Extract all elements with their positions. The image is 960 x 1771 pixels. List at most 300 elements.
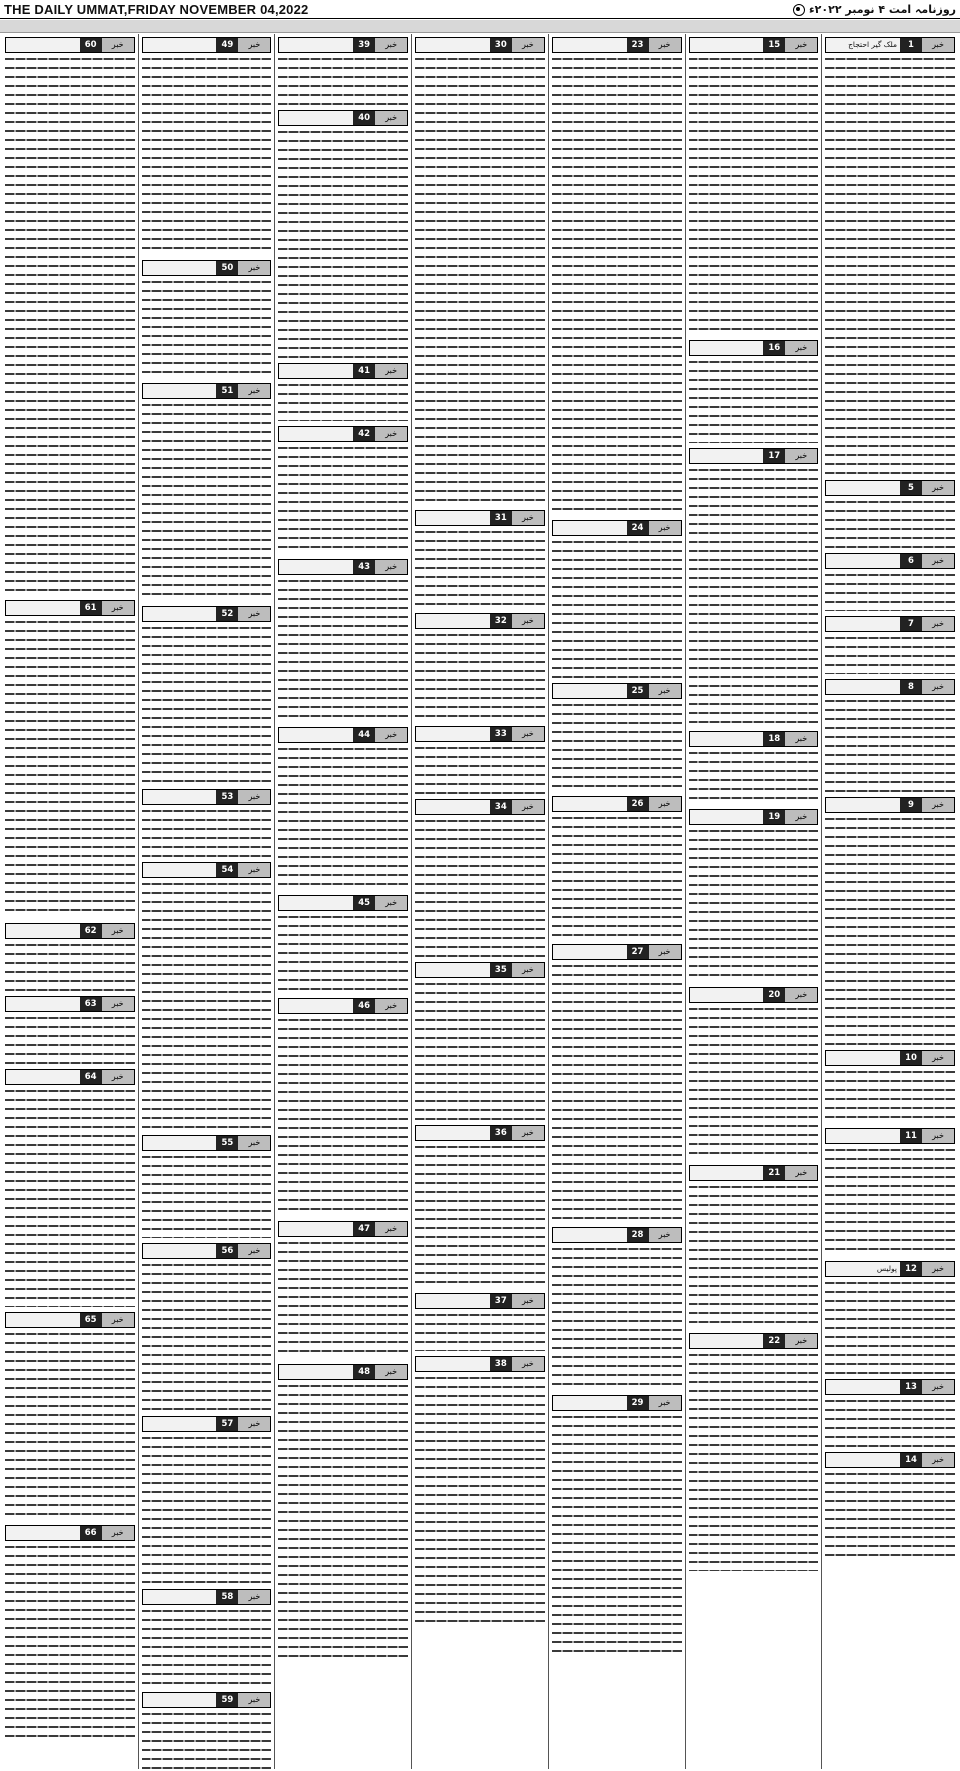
news-item-title bbox=[416, 727, 490, 741]
news-item-number: 63 bbox=[80, 997, 102, 1011]
news-item-title bbox=[279, 1222, 353, 1236]
news-item-title bbox=[826, 617, 900, 631]
news-item-header bbox=[415, 1293, 545, 1309]
news-item-header bbox=[142, 1243, 272, 1259]
news-item-label: خبر bbox=[102, 924, 134, 938]
news-item-label: خبر bbox=[512, 511, 544, 525]
news-item-title bbox=[143, 1136, 217, 1150]
news-item-label: خبر bbox=[238, 790, 270, 804]
news-item-body bbox=[278, 1239, 408, 1359]
news-item-header bbox=[825, 1379, 955, 1395]
news-item-number: 21 bbox=[763, 1166, 785, 1180]
news-item-number: 6 bbox=[900, 554, 922, 568]
news-item-header bbox=[689, 340, 819, 356]
news-item-title bbox=[416, 614, 490, 628]
news-column bbox=[821, 34, 958, 1769]
news-item-title bbox=[143, 863, 217, 877]
news-item-header bbox=[552, 520, 682, 536]
news-item-label: خبر bbox=[512, 727, 544, 741]
news-item-number: 36 bbox=[490, 1126, 512, 1140]
news-item-body bbox=[142, 401, 272, 601]
news-item-header bbox=[415, 37, 545, 53]
news-item-header bbox=[278, 1364, 408, 1380]
news-item-number: 12 bbox=[900, 1262, 922, 1276]
news-item-header bbox=[552, 1395, 682, 1411]
news-item-number: 1 bbox=[900, 38, 922, 52]
masthead-urdu-title bbox=[789, 3, 960, 16]
news-item-number: 34 bbox=[490, 800, 512, 814]
news-item-number: 47 bbox=[353, 1222, 375, 1236]
news-item-title bbox=[416, 511, 490, 525]
news-item-body bbox=[552, 1413, 682, 1653]
news-item-label: خبر bbox=[375, 364, 407, 378]
news-item-label: خبر bbox=[375, 111, 407, 125]
news-item-header bbox=[278, 37, 408, 53]
news-item-body bbox=[278, 381, 408, 421]
news-item-body bbox=[415, 817, 545, 957]
news-item-body bbox=[552, 962, 682, 1222]
news-item-title bbox=[6, 997, 80, 1011]
news-item-number: 65 bbox=[80, 1313, 102, 1327]
news-item-label: خبر bbox=[649, 945, 681, 959]
news-item-header bbox=[415, 799, 545, 815]
news-item-number: 28 bbox=[627, 1228, 649, 1242]
news-item-header bbox=[415, 613, 545, 629]
news-item-title bbox=[690, 449, 764, 463]
news-item-label: خبر bbox=[922, 1129, 954, 1143]
news-item-header bbox=[689, 731, 819, 747]
news-item-number: 56 bbox=[216, 1244, 238, 1258]
news-item-body bbox=[278, 444, 408, 554]
news-item-number: 50 bbox=[216, 261, 238, 275]
news-item-number: 61 bbox=[80, 601, 102, 615]
news-item-title bbox=[553, 945, 627, 959]
news-item-label: خبر bbox=[512, 614, 544, 628]
newspaper-logo-icon bbox=[793, 4, 805, 16]
news-item-number: 37 bbox=[490, 1294, 512, 1308]
news-item-title bbox=[143, 790, 217, 804]
news-item-body bbox=[278, 913, 408, 993]
news-item-number: 40 bbox=[353, 111, 375, 125]
news-item-title bbox=[690, 988, 764, 1002]
news-item-header bbox=[689, 987, 819, 1003]
news-item-label: خبر bbox=[375, 560, 407, 574]
news-item-number: 9 bbox=[900, 798, 922, 812]
news-column bbox=[274, 34, 411, 1769]
news-item-body bbox=[552, 701, 682, 791]
news-item-body bbox=[142, 880, 272, 1130]
news-item-body bbox=[278, 577, 408, 722]
news-item-header bbox=[415, 1125, 545, 1141]
news-item-header bbox=[278, 1221, 408, 1237]
news-item-body bbox=[142, 1710, 272, 1769]
news-item-number: 54 bbox=[216, 863, 238, 877]
news-item-header bbox=[689, 809, 819, 825]
news-item-title bbox=[416, 1357, 490, 1371]
news-item-number: 64 bbox=[80, 1070, 102, 1084]
news-item-label: خبر bbox=[512, 38, 544, 52]
news-item-header bbox=[825, 37, 955, 53]
news-item-header bbox=[552, 944, 682, 960]
news-item-header bbox=[825, 797, 955, 813]
news-item-label: خبر bbox=[649, 38, 681, 52]
news-item-header bbox=[415, 1356, 545, 1372]
news-item-header bbox=[142, 1692, 272, 1708]
news-item-label: خبر bbox=[922, 1262, 954, 1276]
news-item-number: 38 bbox=[490, 1357, 512, 1371]
news-item-label: خبر bbox=[922, 1380, 954, 1394]
masthead-urdu-text: روزنامہ امت ۴ نومبر ۲۰۲۲ء bbox=[809, 2, 956, 16]
news-item-number: 59 bbox=[216, 1693, 238, 1707]
news-item-number: 31 bbox=[490, 511, 512, 525]
news-item-label: خبر bbox=[785, 810, 817, 824]
news-item-header bbox=[5, 37, 135, 53]
news-item-title bbox=[6, 1070, 80, 1084]
news-item-number: 43 bbox=[353, 560, 375, 574]
news-item-body bbox=[278, 128, 408, 358]
news-item-title bbox=[143, 1244, 217, 1258]
news-item-label: خبر bbox=[375, 999, 407, 1013]
news-item-header bbox=[552, 796, 682, 812]
news-item-header bbox=[825, 1261, 955, 1277]
news-item-title bbox=[6, 38, 80, 52]
news-item-label: خبر bbox=[102, 1313, 134, 1327]
news-item-label: خبر bbox=[512, 1357, 544, 1371]
news-item-header bbox=[278, 559, 408, 575]
news-item-title bbox=[553, 521, 627, 535]
news-item-title bbox=[279, 728, 353, 742]
news-item-title bbox=[826, 1051, 900, 1065]
news-item-number: 5 bbox=[900, 481, 922, 495]
news-item-header bbox=[825, 553, 955, 569]
news-item-number: 41 bbox=[353, 364, 375, 378]
news-item-number: 13 bbox=[900, 1380, 922, 1394]
news-item-body bbox=[415, 1143, 545, 1288]
news-item-header bbox=[5, 1525, 135, 1541]
news-item-label: خبر bbox=[785, 1334, 817, 1348]
news-item-number: 10 bbox=[900, 1051, 922, 1065]
news-item-body bbox=[689, 358, 819, 443]
news-item-label: خبر bbox=[102, 997, 134, 1011]
news-item-body bbox=[5, 55, 135, 595]
news-item-label: خبر bbox=[512, 800, 544, 814]
news-item-label: خبر bbox=[649, 1396, 681, 1410]
news-item-header bbox=[689, 1165, 819, 1181]
news-item-header bbox=[5, 1312, 135, 1328]
news-item-number: 27 bbox=[627, 945, 649, 959]
news-item-number: 25 bbox=[627, 684, 649, 698]
news-item-body bbox=[415, 528, 545, 608]
news-item-body bbox=[415, 744, 545, 794]
news-item-title bbox=[416, 38, 490, 52]
news-item-header bbox=[415, 962, 545, 978]
news-item-body bbox=[142, 55, 272, 255]
news-item-label: خبر bbox=[102, 38, 134, 52]
news-item-title bbox=[826, 1453, 900, 1467]
news-item-header bbox=[552, 1227, 682, 1243]
news-item-title bbox=[826, 554, 900, 568]
news-item-body bbox=[825, 1279, 955, 1374]
news-item-label: خبر bbox=[922, 554, 954, 568]
news-item-header bbox=[825, 1128, 955, 1144]
news-item-body bbox=[415, 55, 545, 505]
news-item-label: خبر bbox=[922, 38, 954, 52]
news-item-header bbox=[278, 727, 408, 743]
news-item-header bbox=[689, 448, 819, 464]
news-item-body bbox=[5, 941, 135, 991]
news-item-number: 7 bbox=[900, 617, 922, 631]
news-item-title bbox=[279, 896, 353, 910]
news-item-number: 66 bbox=[80, 1526, 102, 1540]
news-item-body bbox=[278, 745, 408, 890]
news-item-number: 26 bbox=[627, 797, 649, 811]
news-item-title bbox=[279, 1365, 353, 1379]
news-item-label: خبر bbox=[649, 797, 681, 811]
news-item-header bbox=[552, 683, 682, 699]
news-item-number: 29 bbox=[627, 1396, 649, 1410]
news-item-label: خبر bbox=[375, 896, 407, 910]
news-item-header bbox=[825, 616, 955, 632]
news-item-label: خبر bbox=[785, 38, 817, 52]
news-item-body bbox=[689, 55, 819, 335]
news-item-header bbox=[142, 260, 272, 276]
news-item-title bbox=[553, 684, 627, 698]
news-item-header bbox=[5, 1069, 135, 1085]
news-item-label: خبر bbox=[102, 1070, 134, 1084]
news-item-number: 49 bbox=[216, 38, 238, 52]
news-item-label: خبر bbox=[785, 341, 817, 355]
news-item-title bbox=[6, 1313, 80, 1327]
news-item-label: خبر bbox=[922, 798, 954, 812]
news-item-title bbox=[553, 797, 627, 811]
news-item-title bbox=[553, 38, 627, 52]
news-item-number: 24 bbox=[627, 521, 649, 535]
news-item-header bbox=[825, 480, 955, 496]
news-item-title bbox=[143, 38, 217, 52]
news-item-header bbox=[142, 1589, 272, 1605]
news-item-body bbox=[552, 814, 682, 939]
news-item-body bbox=[825, 1470, 955, 1560]
news-item-title bbox=[826, 481, 900, 495]
news-item-number: 19 bbox=[763, 810, 785, 824]
news-item-label: خبر bbox=[512, 963, 544, 977]
news-item-number: 57 bbox=[216, 1417, 238, 1431]
news-item-label: خبر bbox=[785, 1166, 817, 1180]
news-item-label: خبر bbox=[375, 38, 407, 52]
news-item-label: خبر bbox=[238, 1136, 270, 1150]
news-item-number: 11 bbox=[900, 1129, 922, 1143]
news-item-header bbox=[415, 510, 545, 526]
news-column bbox=[2, 34, 138, 1769]
news-item-body bbox=[552, 55, 682, 515]
news-item-number: 18 bbox=[763, 732, 785, 746]
news-item-number: 35 bbox=[490, 963, 512, 977]
news-item-title bbox=[143, 1590, 217, 1604]
news-item-label: خبر bbox=[922, 481, 954, 495]
news-item-number: 15 bbox=[763, 38, 785, 52]
news-item-body bbox=[825, 1146, 955, 1256]
news-item-label: خبر bbox=[238, 384, 270, 398]
news-item-number: 46 bbox=[353, 999, 375, 1013]
news-item-header bbox=[142, 37, 272, 53]
news-item-number: 16 bbox=[763, 341, 785, 355]
news-item-body bbox=[689, 1005, 819, 1160]
news-item-title bbox=[826, 680, 900, 694]
news-item-body bbox=[415, 631, 545, 721]
news-item-header bbox=[278, 998, 408, 1014]
news-column bbox=[685, 34, 822, 1769]
news-item-title bbox=[279, 560, 353, 574]
news-item-title bbox=[690, 732, 764, 746]
news-item-body bbox=[689, 749, 819, 804]
news-item-body bbox=[689, 1183, 819, 1328]
news-item-number: 44 bbox=[353, 728, 375, 742]
news-item-body bbox=[415, 1311, 545, 1351]
news-item-body bbox=[142, 1261, 272, 1411]
news-item-title bbox=[143, 1417, 217, 1431]
news-item-number: 53 bbox=[216, 790, 238, 804]
news-item-number: 52 bbox=[216, 607, 238, 621]
news-item-number: 60 bbox=[80, 38, 102, 52]
news-item-body bbox=[825, 498, 955, 548]
news-item-title: پولیس bbox=[826, 1262, 900, 1276]
news-item-header bbox=[689, 1333, 819, 1349]
news-item-title bbox=[279, 999, 353, 1013]
news-item-label: خبر bbox=[785, 449, 817, 463]
news-item-label: خبر bbox=[375, 1222, 407, 1236]
news-item-number: 58 bbox=[216, 1590, 238, 1604]
news-item-title bbox=[143, 607, 217, 621]
news-item-body bbox=[5, 1543, 135, 1743]
news-item-title bbox=[826, 798, 900, 812]
news-item-title bbox=[143, 261, 217, 275]
news-item-label: خبر bbox=[785, 988, 817, 1002]
news-item-body bbox=[689, 827, 819, 982]
news-item-header bbox=[825, 1452, 955, 1468]
news-item-body bbox=[5, 618, 135, 918]
news-item-body bbox=[415, 1374, 545, 1624]
news-item-body bbox=[825, 1068, 955, 1123]
news-column bbox=[548, 34, 685, 1769]
news-item-title bbox=[690, 1334, 764, 1348]
news-item-label: خبر bbox=[238, 1417, 270, 1431]
news-item-number: 14 bbox=[900, 1453, 922, 1467]
news-item-title bbox=[279, 111, 353, 125]
news-item-label: خبر bbox=[922, 680, 954, 694]
news-item-label: خبر bbox=[238, 38, 270, 52]
news-item-header bbox=[5, 600, 135, 616]
news-item-body bbox=[142, 807, 272, 857]
news-item-body bbox=[825, 634, 955, 674]
news-item-body bbox=[552, 1245, 682, 1390]
news-item-body bbox=[142, 278, 272, 378]
news-item-number: 33 bbox=[490, 727, 512, 741]
news-item-label: خبر bbox=[238, 607, 270, 621]
news-item-label: خبر bbox=[238, 863, 270, 877]
news-item-header bbox=[825, 1050, 955, 1066]
news-item-body bbox=[825, 815, 955, 1045]
news-item-header bbox=[142, 789, 272, 805]
news-item-title bbox=[416, 1126, 490, 1140]
news-item-title bbox=[279, 38, 353, 52]
news-item-body bbox=[142, 624, 272, 784]
news-item-label: خبر bbox=[238, 1244, 270, 1258]
news-item-body bbox=[278, 1382, 408, 1662]
news-item-body bbox=[5, 1014, 135, 1064]
news-item-title bbox=[826, 1129, 900, 1143]
news-item-label: خبر bbox=[922, 617, 954, 631]
news-item-number: 32 bbox=[490, 614, 512, 628]
news-item-body bbox=[689, 1351, 819, 1571]
news-item-number: 8 bbox=[900, 680, 922, 694]
news-item-label: خبر bbox=[375, 728, 407, 742]
news-item-number: 45 bbox=[353, 896, 375, 910]
news-item-body bbox=[278, 1016, 408, 1216]
news-item-number: 62 bbox=[80, 924, 102, 938]
news-item-body bbox=[825, 1397, 955, 1447]
news-item-number: 20 bbox=[763, 988, 785, 1002]
news-item-body bbox=[5, 1087, 135, 1307]
news-item-label: خبر bbox=[238, 1693, 270, 1707]
news-column bbox=[138, 34, 275, 1769]
news-item-label: خبر bbox=[375, 1365, 407, 1379]
news-item-header bbox=[552, 37, 682, 53]
news-item-label: خبر bbox=[375, 427, 407, 441]
news-item-title bbox=[690, 38, 764, 52]
news-item-number: 51 bbox=[216, 384, 238, 398]
news-item-title: ملک گیر احتجاج bbox=[826, 38, 900, 52]
news-item-title bbox=[6, 924, 80, 938]
news-item-title bbox=[553, 1228, 627, 1242]
news-item-title bbox=[6, 1526, 80, 1540]
news-item-header bbox=[142, 383, 272, 399]
news-item-header bbox=[278, 426, 408, 442]
news-item-header bbox=[825, 679, 955, 695]
news-item-label: خبر bbox=[922, 1453, 954, 1467]
news-item-title bbox=[6, 601, 80, 615]
news-item-label: خبر bbox=[649, 684, 681, 698]
masthead-english-title: THE DAILY UMMAT,FRIDAY NOVEMBER 04,2022 bbox=[4, 1, 309, 17]
news-item-number: 17 bbox=[763, 449, 785, 463]
news-item-body bbox=[278, 55, 408, 105]
news-item-title bbox=[143, 384, 217, 398]
news-item-header bbox=[278, 110, 408, 126]
news-item-label: خبر bbox=[785, 732, 817, 746]
news-item-number: 39 bbox=[353, 38, 375, 52]
news-item-header bbox=[689, 37, 819, 53]
news-item-header bbox=[142, 1135, 272, 1151]
news-item-label: خبر bbox=[238, 1590, 270, 1604]
news-columns bbox=[2, 34, 958, 1769]
news-item-title bbox=[143, 1693, 217, 1707]
news-item-label: خبر bbox=[922, 1051, 954, 1065]
news-item-label: خبر bbox=[102, 1526, 134, 1540]
news-item-title bbox=[416, 963, 490, 977]
masthead bbox=[0, 0, 960, 19]
news-item-header bbox=[142, 862, 272, 878]
news-item-body bbox=[415, 980, 545, 1120]
news-item-number: 42 bbox=[353, 427, 375, 441]
news-item-body bbox=[825, 697, 955, 792]
news-item-header bbox=[415, 726, 545, 742]
news-item-body bbox=[825, 55, 955, 475]
news-item-label: خبر bbox=[512, 1294, 544, 1308]
news-column bbox=[411, 34, 548, 1769]
news-item-number: 22 bbox=[763, 1334, 785, 1348]
news-item-label: خبر bbox=[649, 521, 681, 535]
news-item-header bbox=[142, 1416, 272, 1432]
news-item-body bbox=[689, 466, 819, 726]
